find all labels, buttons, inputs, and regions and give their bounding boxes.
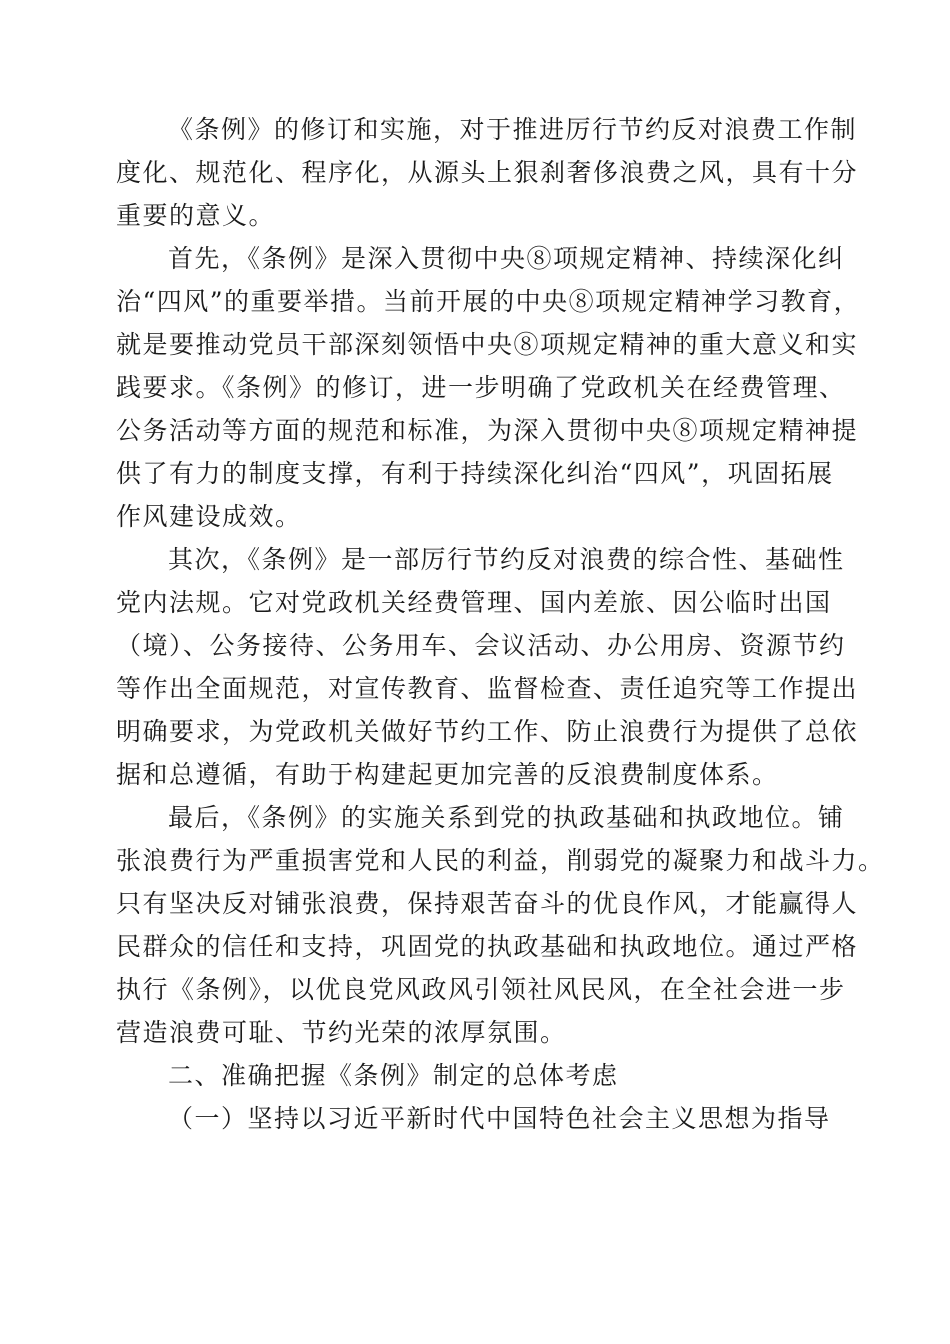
text-line: 践要求。《条例》的修订，进一步明确了党政机关在经费管理、 bbox=[116, 373, 846, 402]
text-line: 民群众的信任和支持，巩固党的执政基础和执政地位。通过严格 bbox=[116, 932, 859, 961]
text-line: 其次，《条例》是一部厉行节约反对浪费的综合性、基础性 bbox=[168, 545, 845, 574]
paragraph-significance bbox=[116, 108, 859, 237]
text-line: 据和总遵循，有助于构建起更加完善的反浪费制度体系。 bbox=[116, 760, 779, 789]
text-line: 作风建设成效。 bbox=[116, 502, 302, 531]
paragraph-finally bbox=[116, 796, 885, 1054]
text-line: 明确要求，为党政机关做好节约工作、防止浪费行为提供了总依 bbox=[116, 717, 859, 746]
text-line: 张浪费行为严重损害党和人民的利益，削弱党的凝聚力和战斗力。 bbox=[116, 846, 885, 875]
text-line: 营造浪费可耻、节约光荣的浓厚氛围。 bbox=[116, 1018, 567, 1047]
text-line: 治“四风”的重要举措。当前开展的中央⑧项规定精神学习教育， bbox=[116, 287, 861, 316]
subsection-heading: （一）坚持以习近平新时代中国特色社会主义思想为指导 bbox=[168, 1104, 831, 1133]
text-line: 供了有力的制度支撑，有利于持续深化纠治“四风”，巩固拓展 bbox=[116, 459, 834, 488]
text-line: 最后，《条例》的实施关系到党的执政基础和执政地位。铺 bbox=[168, 803, 845, 832]
document-page bbox=[116, 108, 885, 1140]
text-line: 就是要推动党员干部深刻领悟中央⑧项规定精神的重大意义和实 bbox=[116, 330, 859, 359]
text-line: 公务活动等方面的规范和标准，为深入贯彻中央⑧项规定精神提 bbox=[116, 416, 859, 445]
text-line: 等作出全面规范，对宣传教育、监督检查、责任追究等工作提出 bbox=[116, 674, 859, 703]
text-line: 《条例》的修订和实施，对于推进厉行节约反对浪费工作制 bbox=[168, 115, 858, 144]
text-line: 党内法规。它对党政机关经费管理、国内差旅、因公临时出国 bbox=[116, 588, 832, 617]
text-line: 首先，《条例》是深入贯彻中央⑧项规定精神、持续深化纠 bbox=[168, 244, 845, 273]
section-heading: 二、准确把握《条例》制定的总体考虑 bbox=[168, 1061, 619, 1090]
text-line: （境）、公务接待、公务用车、会议活动、办公用房、资源节约 bbox=[116, 631, 846, 660]
paragraph-first bbox=[116, 237, 861, 538]
text-line: 执行《条例》，以优良党风政风引领社风民风，在全社会进一步 bbox=[116, 975, 846, 1004]
paragraph-second bbox=[116, 538, 859, 796]
text-line: 只有坚决反对铺张浪费，保持艰苦奋斗的优良作风，才能赢得人 bbox=[116, 889, 859, 918]
text-line: 重要的意义。 bbox=[116, 201, 276, 230]
text-line: 度化、规范化、程序化，从源头上狠刹奢侈浪费之风，具有十分 bbox=[116, 158, 859, 187]
